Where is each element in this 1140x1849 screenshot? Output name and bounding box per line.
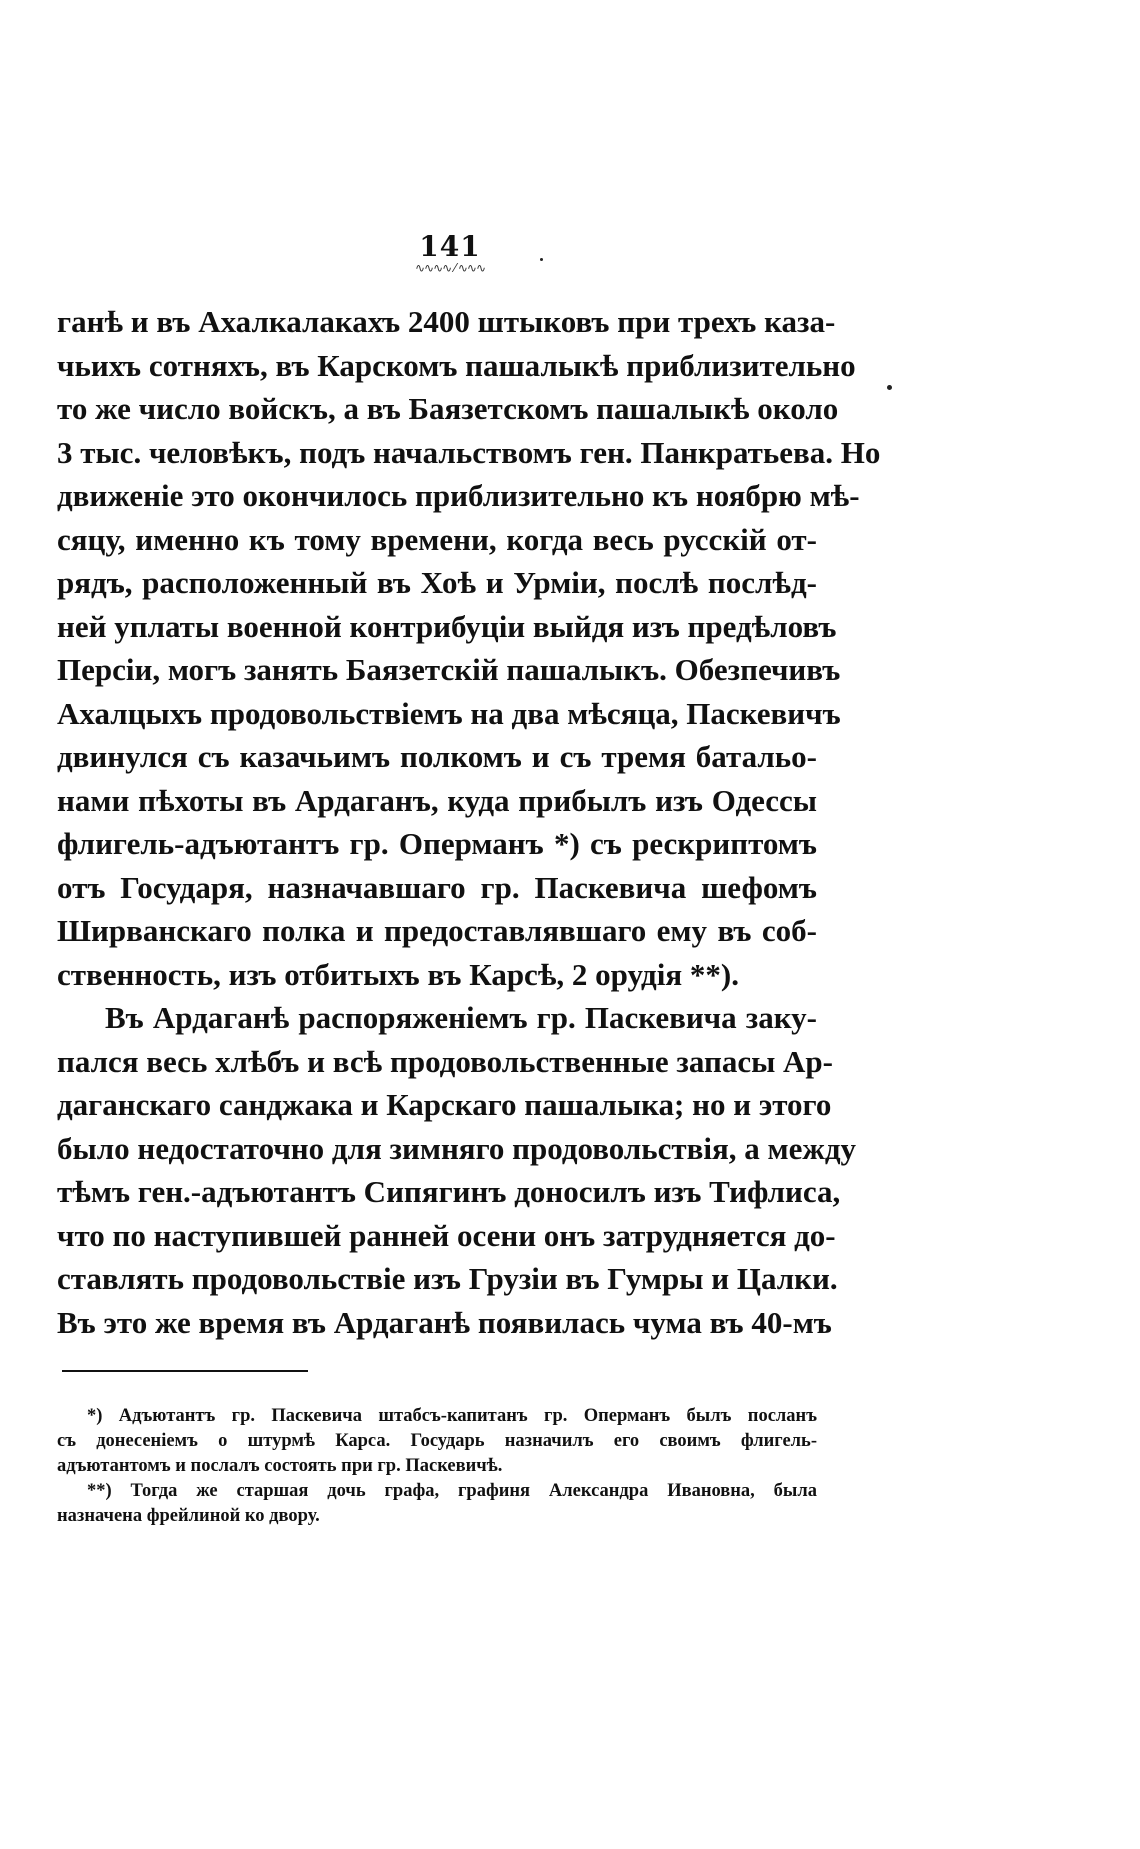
footnote-line: съ донесеніемъ о штурмѣ Карса. Государь назначилъ его своимъ флигель-	[57, 1431, 817, 1451]
text-line: чьихъ сотняхъ, въ Карскомъ пашалыкѣ приблизительно	[57, 347, 856, 383]
text-line: 3 тыс. человѣкъ, подъ начальствомъ ген. Панкратьева. Но	[57, 434, 881, 470]
footnote-line: назначена фрейлиной ко двору.	[57, 1506, 320, 1526]
text-line: движеніе это окончилось приблизительно къ ноябрю мѣ-	[57, 478, 860, 513]
text-line: даганскаго санджака и Карскаго пашалыка; но и этого	[57, 1087, 832, 1122]
print-speck	[887, 385, 892, 390]
text-line: то же число войскъ, а въ Баязетскомъ пашалыкѣ около	[57, 391, 839, 426]
text-line: Въ это же время въ Ардаганѣ появилась чума въ 40-мъ	[57, 1304, 832, 1340]
page-header	[360, 232, 540, 274]
text-line: Въ Ардаганѣ распоряженіемъ гр. Паскевича заку-	[105, 1000, 817, 1035]
text-line: Ширванскаго полка и предоставлявшаго ему въ соб-	[57, 913, 817, 948]
text-line: что по наступившей ранней осени онъ затрудняется до-	[57, 1217, 836, 1253]
text-line: отъ Государя, назначавшаго гр. Паскевича шефомъ	[57, 869, 817, 905]
body-text	[57, 300, 881, 1344]
footnote-line: **) Тогда же старшая дочь графа, графиня Александра Ивановна, была	[87, 1481, 817, 1501]
text-line: тѣмъ ген.-адъютантъ Сипягинъ доносилъ изъ Тифлиса,	[57, 1174, 841, 1209]
text-line: ней уплаты военной контрибуціи выйдя изъ предѣловъ	[57, 608, 837, 644]
text-line: рядъ, расположенный въ Хоѣ и Урміи, послѣ послѣд-	[57, 565, 817, 600]
text-line: нами пѣхоты въ Ардаганъ, куда прибылъ изъ Одессы	[57, 782, 817, 818]
text-line: Ахалцыхъ продовольствіемъ на два мѣсяца, Паскевичъ	[57, 695, 841, 731]
footnotes	[57, 1404, 817, 1529]
text-line: двинулся съ казачьимъ полкомъ и съ тремя батальо-	[57, 739, 817, 774]
header-ornament: ∿∿∿∿ ⁄ ∿∿∿	[414, 261, 485, 275]
footnote-line: адъютантомъ и послалъ состоять при гр. Паскевичѣ.	[57, 1456, 503, 1476]
text-line: Персіи, могъ занять Баязетскій пашалыкъ. Обезпечивъ	[57, 652, 841, 687]
text-line: ставлять продовольствіе изъ Грузіи въ Гумры и Цалки.	[57, 1261, 838, 1296]
text-line: сяцу, именно къ тому времени, когда весь русскій от-	[57, 521, 817, 557]
text-line: пался весь хлѣбъ и всѣ продовольственные запасы Ар-	[57, 1043, 833, 1079]
text-line: было недостаточно для зимняго продовольствія, а между	[57, 1130, 857, 1166]
text-line: флигель-адъютантъ гр. Оперманъ *) съ рескриптомъ	[57, 826, 817, 861]
footnote-divider	[62, 1370, 308, 1372]
print-speck	[540, 258, 543, 261]
text-line: ганѣ и въ Ахалкалакахъ 2400 штыковъ при трехъ каза-	[57, 304, 836, 339]
text-line: ственность, изъ отбитыхъ въ Карсѣ, 2 орудія **).	[57, 956, 739, 992]
footnote-line: *) Адъютантъ гр. Паскевича штабсъ-капитанъ гр. Оперманъ былъ посланъ	[87, 1406, 817, 1426]
page-number: 141	[419, 230, 481, 263]
